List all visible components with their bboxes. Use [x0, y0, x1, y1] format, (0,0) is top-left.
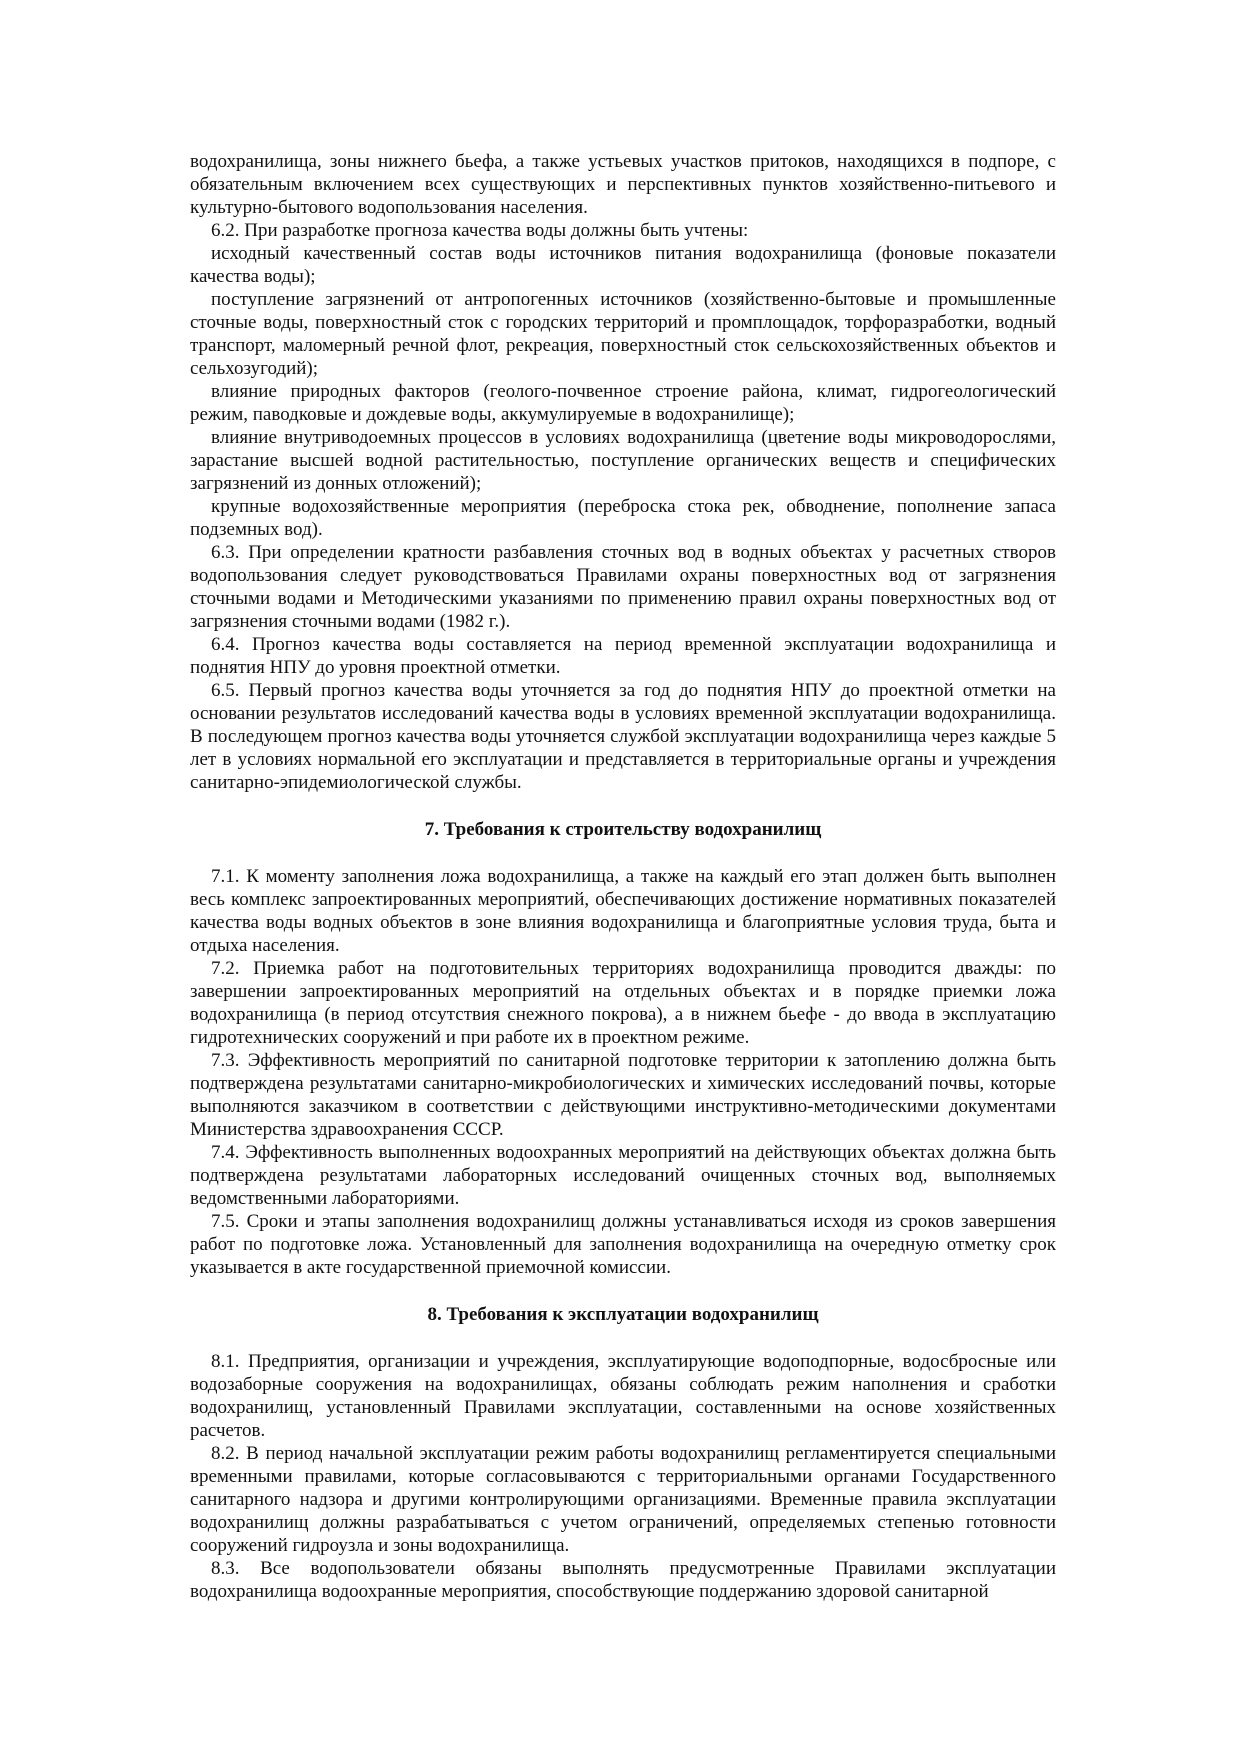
- section-8-body: [190, 1350, 1056, 1603]
- paragraph: водохранилища, зоны нижнего бьефа, а также устьевых участков притоков, находящихся в подпоре, с обязательным включением всех существующих и перспективных пунктов хозяйственно-питьевого и культурно-бытового водопользования населения.: [190, 151, 1056, 218]
- paragraph: 7.2. Приемка работ на подготовительных территориях водохранилища проводится дважды: по завершении запроектированных мероприятий на отдельных объектах и в порядке приемки ложа водохранилища (в период отсутствия снежного покрова), а в нижнем бьефе - до ввода в эксплуатацию гидротехнических сооружений и при работе их в проектном режиме.: [190, 958, 1056, 1048]
- paragraph: 8.1. Предприятия, организации и учреждения, эксплуатирующие водоподпорные, водосбросные или водозаборные сооружения на водохранилищах, обязаны соблюдать режим наполнения и сработки водохранилищ, установленный Правилами эксплуатации, составленными на основе хозяйственных расчетов.: [190, 1351, 1056, 1441]
- paragraph: 7.1. К моменту заполнения ложа водохранилища, а также на каждый его этап должен быть выполнен весь комплекс запроектированных мероприятий, обеспечивающих достижение нормативных показателей качества воды водных объектов в зоне влияния водохранилища и благоприятные условия труда, быта и отдыха населения.: [190, 866, 1056, 956]
- paragraph: 6.5. Первый прогноз качества воды уточняется за год до поднятия НПУ до проектной отметки на основании результатов исследований качества воды в условиях временной эксплуатации водохранилища. В последующем прогноз качества воды уточняется службой эксплуатации водохранилища через каждые 5 лет в условиях нормальной его эксплуатации и представляется в территориальные органы и учреждения санитарно-эпидемиологической службы.: [190, 680, 1056, 793]
- paragraph: 7.3. Эффективность мероприятий по санитарной подготовке территории к затоплению должна быть подтверждена результатами санитарно-микробиологических и химических исследований почвы, которые выполняются заказчиком в соответствии с действующими инструктивно-методическими документами Министерства здравоохранения СССР.: [190, 1050, 1056, 1140]
- paragraph: крупные водохозяйственные мероприятия (переброска стока рек, обводнение, пополнение запаса подземных вод).: [190, 496, 1056, 540]
- paragraph: 8.2. В период начальной эксплуатации режим работы водохранилищ регламентируется специальными временными правилами, которые согласовываются с территориальными органами Государственного санитарного надзора и другими контролирующими организациями. Временные правила эксплуатации водохранилищ должны разрабатываться с учетом ограничений, определяемых степенью готовности сооружений гидроузла и зоны водохранилища.: [190, 1443, 1056, 1556]
- paragraph: 6.2. При разработке прогноза качества воды должны быть учтены:: [211, 220, 749, 241]
- section-heading-8: 8. Требования к эксплуатации водохранилищ: [427, 1304, 819, 1325]
- section-7-body: [190, 865, 1056, 1279]
- section-heading-7: 7. Требования к строительству водохранилищ: [424, 819, 822, 840]
- section-6-continuation: [190, 150, 1056, 794]
- paragraph: 7.4. Эффективность выполненных водоохранных мероприятий на действующих объектах должна быть подтверждена результатами лабораторных исследований очищенных сточных вод, выполняемых ведомственными лабораториями.: [190, 1142, 1056, 1209]
- paragraph: 6.3. При определении кратности разбавления сточных вод в водных объектах у расчетных створов водопользования следует руководствоваться Правилами охраны поверхностных вод от загрязнения сточными водами и Методическими указаниями по применению правил охраны поверхностных вод от загрязнения сточными водами (1982 г.).: [190, 542, 1056, 632]
- document-page: [190, 150, 1056, 1603]
- paragraph: 6.4. Прогноз качества воды составляется на период временной эксплуатации водохранилища и поднятия НПУ до уровня проектной отметки.: [190, 634, 1056, 678]
- paragraph: 7.5. Сроки и этапы заполнения водохранилищ должны устанавливаться исходя из сроков завершения работ по подготовке ложа. Установленный для заполнения водохранилища на очередную отметку срок указывается в акте государственной приемочной комиссии.: [190, 1211, 1056, 1278]
- paragraph: исходный качественный состав воды источников питания водохранилища (фоновые показатели качества воды);: [190, 243, 1056, 287]
- paragraph: влияние внутриводоемных процессов в условиях водохранилища (цветение воды микроводорослями, зарастание высшей водной растительностью, поступление органических веществ и специфических загрязнений из донных отложений);: [190, 427, 1056, 494]
- paragraph: поступление загрязнений от антропогенных источников (хозяйственно-бытовые и промышленные сточные воды, поверхностный сток с городских территорий и промплощадок, торфоразработки, водный транспорт, маломерный речной флот, рекреация, поверхностный сток сельскохозяйственных объектов и сельхозугодий);: [190, 289, 1056, 379]
- paragraph: 8.3. Все водопользователи обязаны выполнять предусмотренные Правилами эксплуатации водохранилища водоохранные мероприятия, способствующие поддержанию здоровой санитарной: [190, 1558, 1056, 1602]
- paragraph: влияние природных факторов (геолого-почвенное строение района, климат, гидрогеологический режим, паводковые и дождевые воды, аккумулируемые в водохранилище);: [190, 381, 1056, 425]
